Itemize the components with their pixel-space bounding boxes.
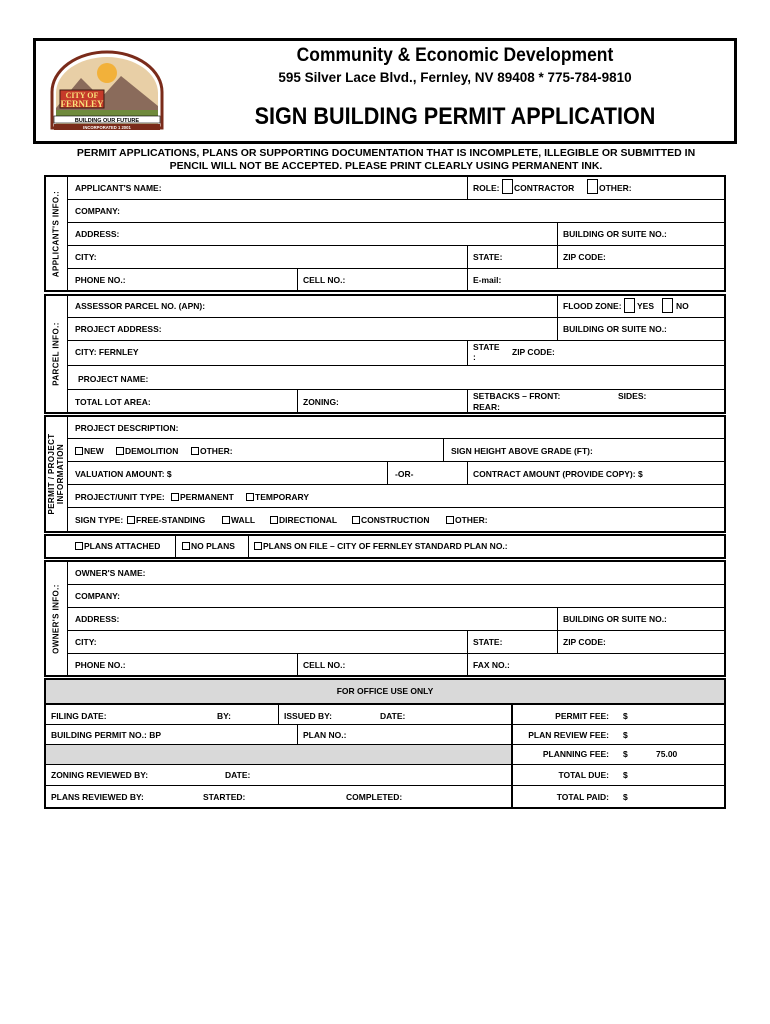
owner-cell-label: CELL NO.: (303, 660, 346, 670)
plans-on-file-checkbox[interactable] (254, 542, 262, 550)
zoning-date-label: DATE: (225, 770, 251, 780)
planning-fee-value: 75.00 (656, 749, 678, 759)
svg-text:INCORPORATED 1 2001: INCORPORATED 1 2001 (83, 125, 131, 130)
owner-city-label: CITY: (75, 637, 97, 647)
issued-date-label: DATE: (380, 711, 406, 721)
construction-checkbox[interactable] (352, 516, 360, 524)
permanent-checkbox[interactable] (171, 493, 179, 501)
planning-fee-dollar: $ (623, 749, 628, 759)
department-address: 595 Silver Lace Blvd., Fernley, NV 89408 * 775-784-9810 (278, 70, 632, 85)
temporary-option[interactable]: TEMPORARY (246, 492, 309, 502)
temporary-checkbox[interactable] (246, 493, 254, 501)
project-address-label: PROJECT ADDRESS: (75, 324, 162, 334)
owner-company-label: COMPANY: (75, 591, 121, 601)
new-checkbox[interactable] (75, 447, 83, 455)
office-use-heading: FOR OFFICE USE ONLY (336, 686, 434, 696)
planning-fee-label: PLANNING FEE: (542, 749, 609, 759)
directional-option[interactable]: DIRECTIONAL (270, 515, 337, 525)
lot-area-label: TOTAL LOT AREA: (75, 397, 151, 407)
unit-type-label: PROJECT/UNIT TYPE: (75, 492, 165, 502)
plans-attached-option[interactable]: PLANS ATTACHED (75, 541, 160, 551)
owner-zip-label: ZIP CODE: (563, 637, 606, 647)
applicant-address-label: ADDRESS: (75, 229, 120, 239)
applicant-company-label: COMPANY: (75, 206, 121, 216)
contractor-label: CONTRACTOR (514, 183, 575, 193)
owner-section-label: OWNER'S INFO.: (44, 561, 68, 676)
construction-option[interactable]: CONSTRUCTION (352, 515, 429, 525)
applicant-city-label: CITY: (75, 252, 97, 262)
plans-attached-checkbox[interactable] (75, 542, 83, 550)
parcel-city-label: CITY: FERNLEY (75, 347, 139, 357)
project-description-label: PROJECT DESCRIPTION: (75, 423, 179, 433)
type-new-option[interactable]: NEW (75, 446, 104, 456)
flood-yes-checkbox[interactable] (624, 298, 635, 313)
flood-no-label: NO (676, 301, 689, 311)
total-paid-label: TOTAL PAID: (556, 792, 609, 802)
filing-date-label: FILING DATE: (51, 711, 107, 721)
permit-fee-label: PERMIT FEE: (555, 711, 609, 721)
contract-amount-label: CONTRACT AMOUNT (PROVIDE COPY): $ (473, 469, 643, 479)
type-other-checkbox[interactable] (191, 447, 199, 455)
directional-checkbox[interactable] (270, 516, 278, 524)
completed-label: COMPLETED: (346, 792, 403, 802)
plan-review-fee-label: PLAN REVIEW FEE: (528, 730, 609, 740)
owner-address-label: ADDRESS: (75, 614, 120, 624)
flood-yes-label: YES (637, 301, 655, 311)
no-plans-checkbox[interactable] (182, 542, 190, 550)
type-other-option[interactable]: OTHER: (191, 446, 233, 456)
role-other-label: OTHER: (599, 183, 632, 193)
submission-notice: PERMIT APPLICATIONS, PLANS OR SUPPORTING DOCUMENTATION THAT IS INCOMPLETE, ILLEGIBLE OR SUBMITTED IN PENCIL WILL NOT BE ACCEPTED. PLEASE PRINT CLEARLY USING PERMANENT INK. (76, 147, 696, 172)
building-permit-label: BUILDING PERMIT NO.: BP (51, 730, 162, 740)
permit-section-label: PERMIT / PROJECT INFORMATION (44, 416, 68, 532)
free-standing-checkbox[interactable] (127, 516, 135, 524)
sign-height-label: SIGN HEIGHT ABOVE GRADE (FT): (451, 446, 593, 456)
applicant-suite-label: BUILDING OR SUITE NO.: (563, 229, 667, 239)
permit-fee-dollar: $ (623, 711, 628, 721)
demolition-checkbox[interactable] (116, 447, 124, 455)
applicant-zip-label: ZIP CODE: (563, 252, 606, 262)
applicant-role-label: ROLE: (473, 183, 500, 193)
plan-review-fee-dollar: $ (623, 730, 628, 740)
flood-zone-label: FLOOD ZONE: (563, 301, 622, 311)
wall-option[interactable]: WALL (222, 515, 255, 525)
zoning-label: ZONING: (303, 397, 339, 407)
plan-no-label: PLAN NO.: (303, 730, 347, 740)
wall-checkbox[interactable] (222, 516, 230, 524)
svg-text:BUILDING OUR FUTURE: BUILDING OUR FUTURE (74, 118, 140, 124)
department-title: Community & Economic Development (296, 45, 614, 66)
city-logo (46, 48, 168, 134)
project-name-label: PROJECT NAME: (78, 374, 149, 384)
applicant-state-label: STATE: (473, 252, 503, 262)
total-due-label: TOTAL DUE: (558, 770, 609, 780)
setbacks-sides-label: SIDES: (618, 391, 647, 401)
apn-label: ASSESSOR PARCEL NO. (APN): (75, 301, 206, 311)
owner-phone-label: PHONE NO.: (75, 660, 126, 670)
owner-suite-label: BUILDING OR SUITE NO.: (563, 614, 667, 624)
no-plans-option[interactable]: NO PLANS (182, 541, 235, 551)
owner-fax-label: FAX NO.: (473, 660, 510, 670)
setbacks-front-label: SETBACKS – FRONT: (473, 391, 561, 401)
setbacks-rear-label: REAR: (473, 402, 500, 412)
type-demolition-option[interactable]: DEMOLITION (116, 446, 178, 456)
free-standing-option[interactable]: FREE-STANDING (127, 515, 205, 525)
applicant-email-label: E-mail: (473, 275, 502, 285)
owner-name-label: OWNER'S NAME: (75, 568, 146, 578)
svg-text:FERNLEY: FERNLEY (60, 99, 104, 109)
plans-reviewed-label: PLANS REVIEWED BY: (51, 792, 144, 802)
form-title: SIGN BUILDING PERMIT APPLICATION (254, 103, 656, 130)
parcel-zip-label: ZIP CODE: (512, 347, 555, 357)
parcel-state-colon: : (473, 352, 476, 362)
role-other-checkbox[interactable] (587, 179, 598, 194)
sign-other-checkbox[interactable] (446, 516, 454, 524)
office-gray-band (46, 744, 511, 764)
flood-no-checkbox[interactable] (662, 298, 673, 313)
owner-state-label: STATE: (473, 637, 503, 647)
started-label: STARTED: (203, 792, 246, 802)
applicant-section-label: APPLICANT'S INFO.: (44, 176, 68, 291)
applicant-cell-label: CELL NO.: (303, 275, 346, 285)
permanent-option[interactable]: PERMANENT (171, 492, 234, 502)
total-paid-dollar: $ (623, 792, 628, 802)
contractor-checkbox[interactable] (502, 179, 513, 194)
parcel-section-label: PARCEL INFO.: (44, 295, 68, 413)
sign-type-label: SIGN TYPE: (75, 515, 124, 525)
issued-by-label: ISSUED BY: (284, 711, 333, 721)
valuation-label: VALUATION AMOUNT: $ (75, 469, 172, 479)
parcel-state-label: STATE (473, 342, 500, 352)
filed-by-label: BY: (217, 711, 232, 721)
sign-other-option[interactable]: OTHER: (446, 515, 488, 525)
zoning-reviewed-label: ZONING REVIEWED BY: (51, 770, 149, 780)
parcel-suite-label: BUILDING OR SUITE NO.: (563, 324, 667, 334)
plans-on-file-option[interactable]: PLANS ON FILE – CITY OF FERNLEY STANDARD PLAN NO.: (254, 541, 508, 551)
or-label: -OR- (395, 469, 414, 479)
applicant-name-label: APPLICANT'S NAME: (75, 183, 162, 193)
applicant-phone-label: PHONE NO.: (75, 275, 126, 285)
svg-text:CITY OF: CITY OF (65, 91, 99, 100)
total-due-dollar: $ (623, 770, 628, 780)
